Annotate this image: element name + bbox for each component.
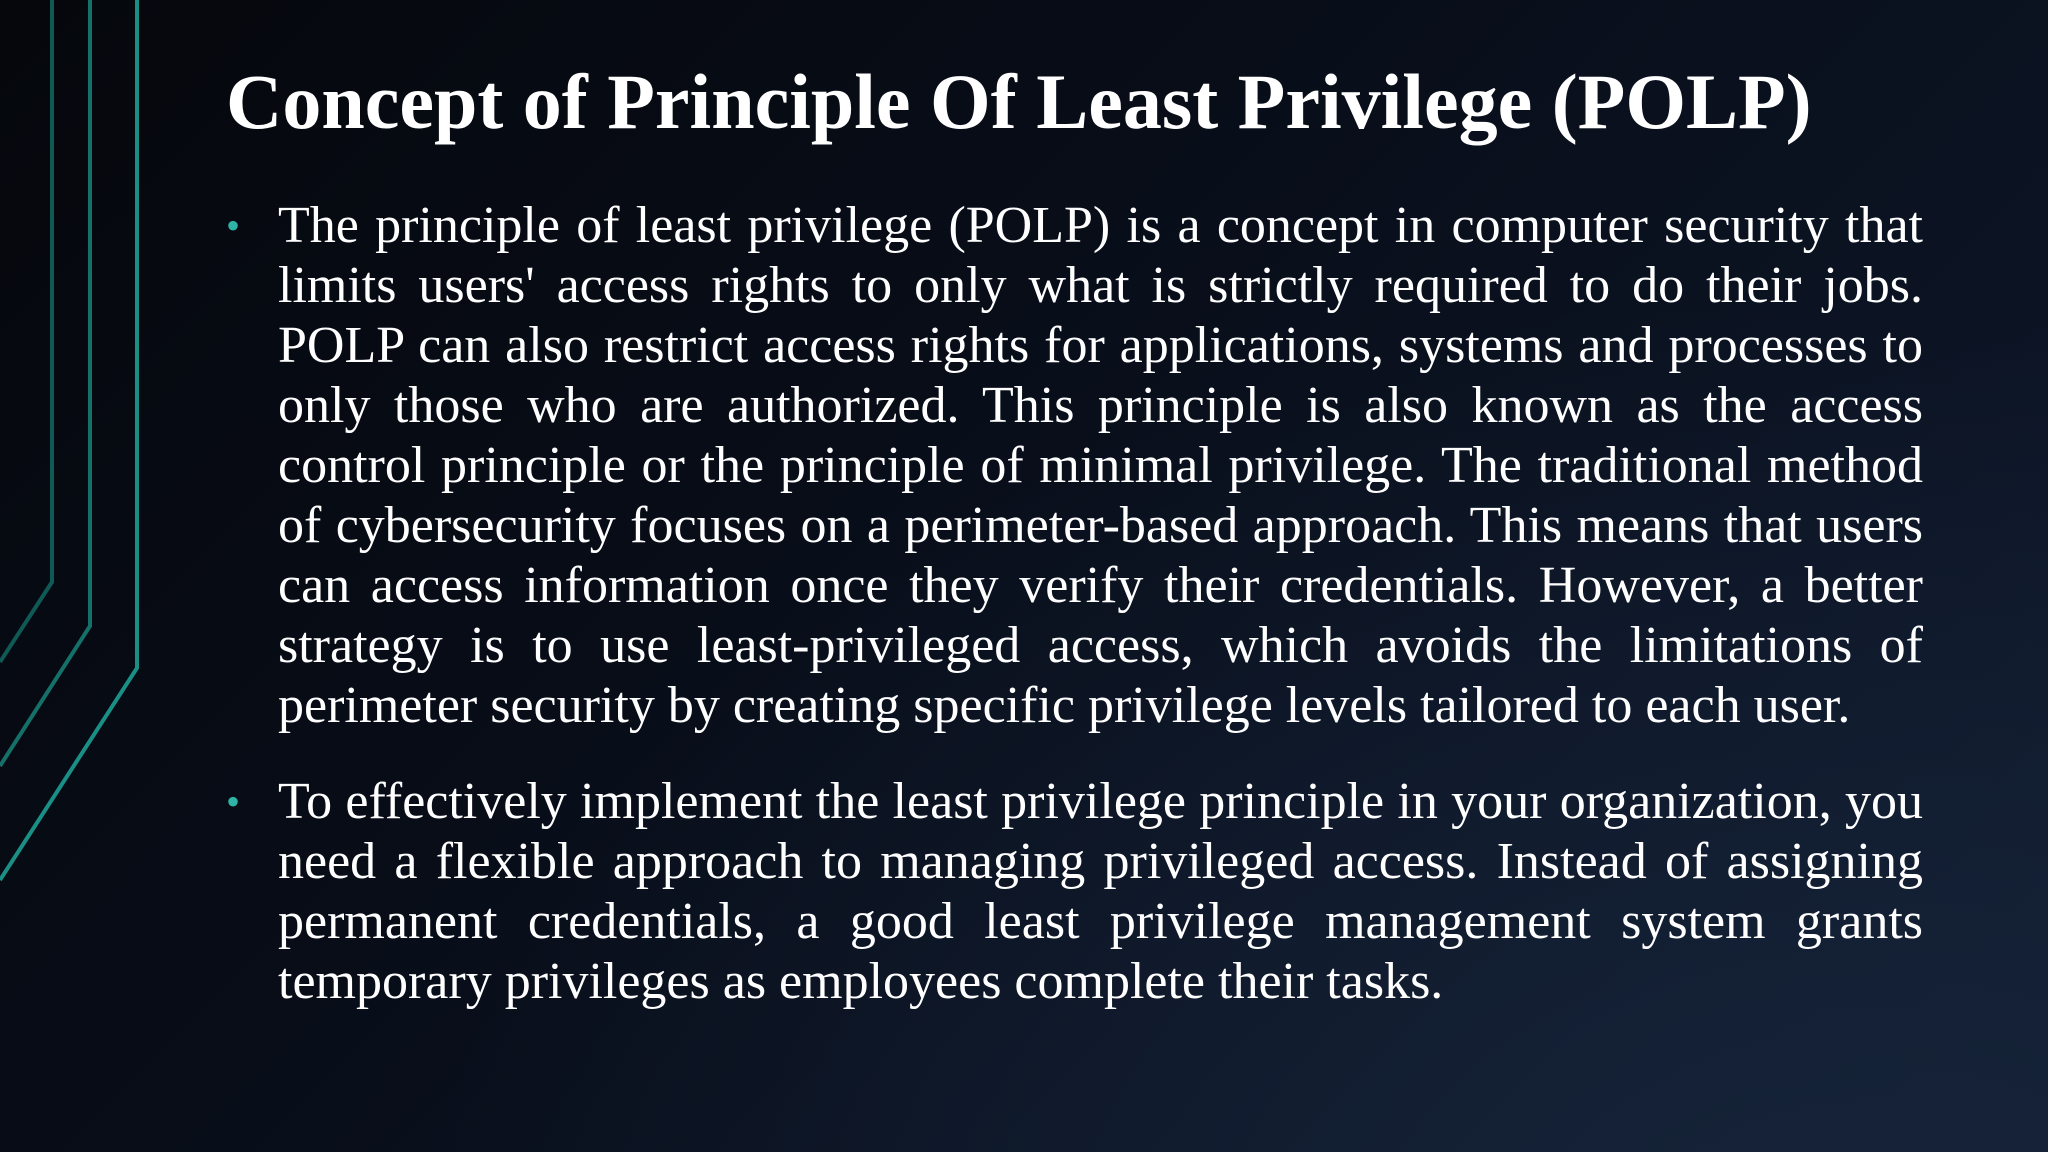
slide-title: Concept of Principle Of Least Privilege (POLP) bbox=[226, 58, 1812, 145]
bullet-text: To effectively implement the least privilege principle in your organization, you need a flexible approach to managing privileged access. Instead of assigning permanent credentials, a good least privilege management system grants temporary privileges as employees complete their tasks. bbox=[278, 773, 1923, 1010]
circuit-line-inner bbox=[0, 0, 52, 662]
bullet-text: The principle of least privilege (POLP) is a concept in computer security that limits users' access rights to only what is strictly required to do their jobs. POLP can also restrict access rights for applications, systems and processes to only those who are authorized. This principle is also known as the access control principle or the principle of minimal privilege. The traditional method of cybersecurity focuses on a perimeter-based approach. This means that users can access information once they verify their credentials. However, a better strategy is to use least-privileged access, which avoids the limitations of perimeter security by creating specific privilege levels tailored to each user. bbox=[278, 197, 1923, 734]
circuit-line-outer bbox=[0, 0, 137, 880]
bullet-dot-icon: • bbox=[226, 779, 241, 824]
bullet-list bbox=[226, 196, 1923, 1012]
decorative-circuit-lines bbox=[0, 0, 150, 1152]
circuit-line-middle bbox=[0, 0, 90, 766]
bullet-item bbox=[226, 772, 1923, 1012]
bullet-dot-icon: • bbox=[226, 203, 241, 248]
bullet-item bbox=[226, 196, 1923, 736]
